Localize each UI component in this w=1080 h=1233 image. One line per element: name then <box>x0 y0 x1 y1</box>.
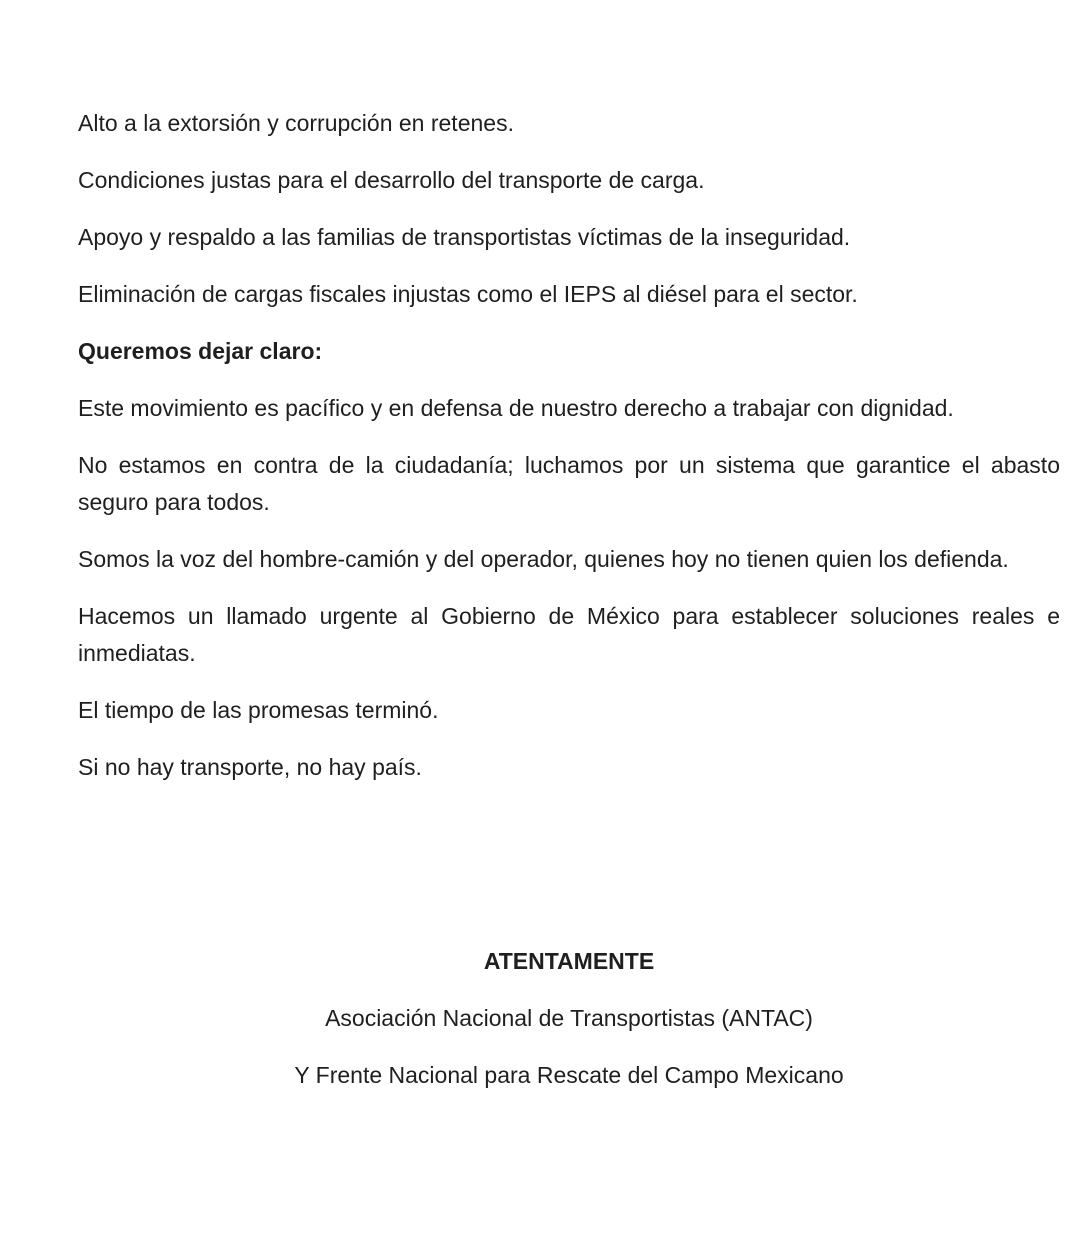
signatory-primary: Asociación Nacional de Transportistas (ANTAC) <box>325 1005 813 1031</box>
statement-line: Si no hay transporte, no hay país. <box>78 754 422 780</box>
statement-line: Este movimiento es pacífico y en defensa de nuestro derecho a trabajar con dignidad. <box>78 395 954 421</box>
statement-line: Alto a la extorsión y corrupción en retenes. <box>78 110 514 136</box>
statement-line: Apoyo y respaldo a las familias de transportistas víctimas de la inseguridad. <box>78 224 851 250</box>
signature-block <box>78 943 1060 1094</box>
closing-salutation: ATENTAMENTE <box>483 948 655 974</box>
statement-line: No estamos en contra de la ciudadanía; luchamos por un sistema que garantice el abasto seguro para todos. <box>78 452 1060 515</box>
signatory-secondary: Y Frente Nacional para Rescate del Campo Mexicano <box>294 1062 844 1088</box>
statement-line: Hacemos un llamado urgente al Gobierno de México para establecer soluciones reales e inmediatas. <box>78 603 1060 666</box>
statement-line: Eliminación de cargas fiscales injustas como el IEPS al diésel para el sector. <box>78 281 858 307</box>
statement-line: Condiciones justas para el desarrollo del transporte de carga. <box>78 167 705 193</box>
statement-line: El tiempo de las promesas terminó. <box>78 697 439 723</box>
statement-line: Somos la voz del hombre-camión y del operador, quienes hoy no tienen quien los defienda. <box>78 546 1009 572</box>
section-heading: Queremos dejar claro: <box>78 338 323 364</box>
